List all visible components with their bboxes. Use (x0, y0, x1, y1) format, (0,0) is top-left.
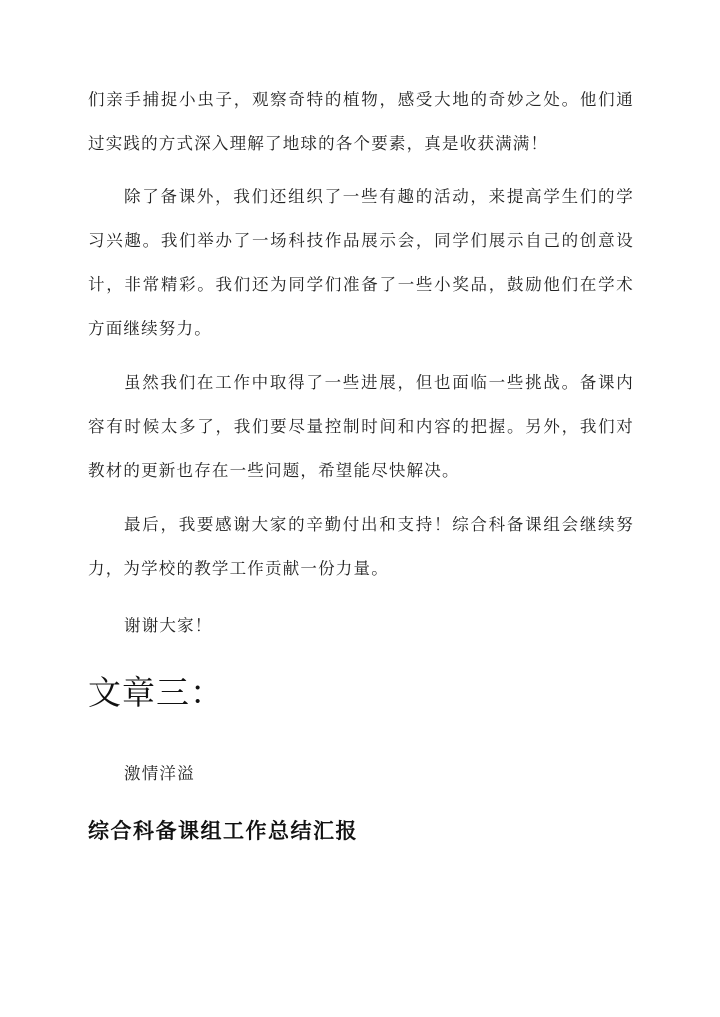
section-title: 综合科备课组工作总结汇报 (88, 818, 358, 843)
paragraph-closing: 谢谢大家！ (124, 616, 213, 635)
paragraph-activities: 除了备课外，我们还组织了一些有趣的活动，来提高学生们的学习兴趣。我们举办了一场科技作品展示会，同学们展示自己的创意设计，非常精彩。我们还为同学们准备了一些小奖品，鼓励他们在学术方面继续努力。 (88, 187, 634, 338)
paragraph-thanks: 最后，我要感谢大家的辛勤付出和支持！综合科备课组会继续努力，为学校的教学工作贡献一份力量。 (88, 515, 634, 578)
section-heading: 文章三： (88, 673, 224, 712)
section-subline: 激情洋溢 (124, 764, 195, 783)
paragraph-continuation: 们亲手捕捉小虫子，观察奇特的植物，感受大地的奇妙之处。他们通过实践的方式深入理解了地球的各个要素，真是收获满满！ (88, 90, 634, 153)
paragraph-challenges: 虽然我们在工作中取得了一些进展，但也面临一些挑战。备课内容有时候太多了，我们要尽量控制时间和内容的把握。另外，我们对教材的更新也存在一些问题，希望能尽快解决。 (88, 373, 634, 480)
